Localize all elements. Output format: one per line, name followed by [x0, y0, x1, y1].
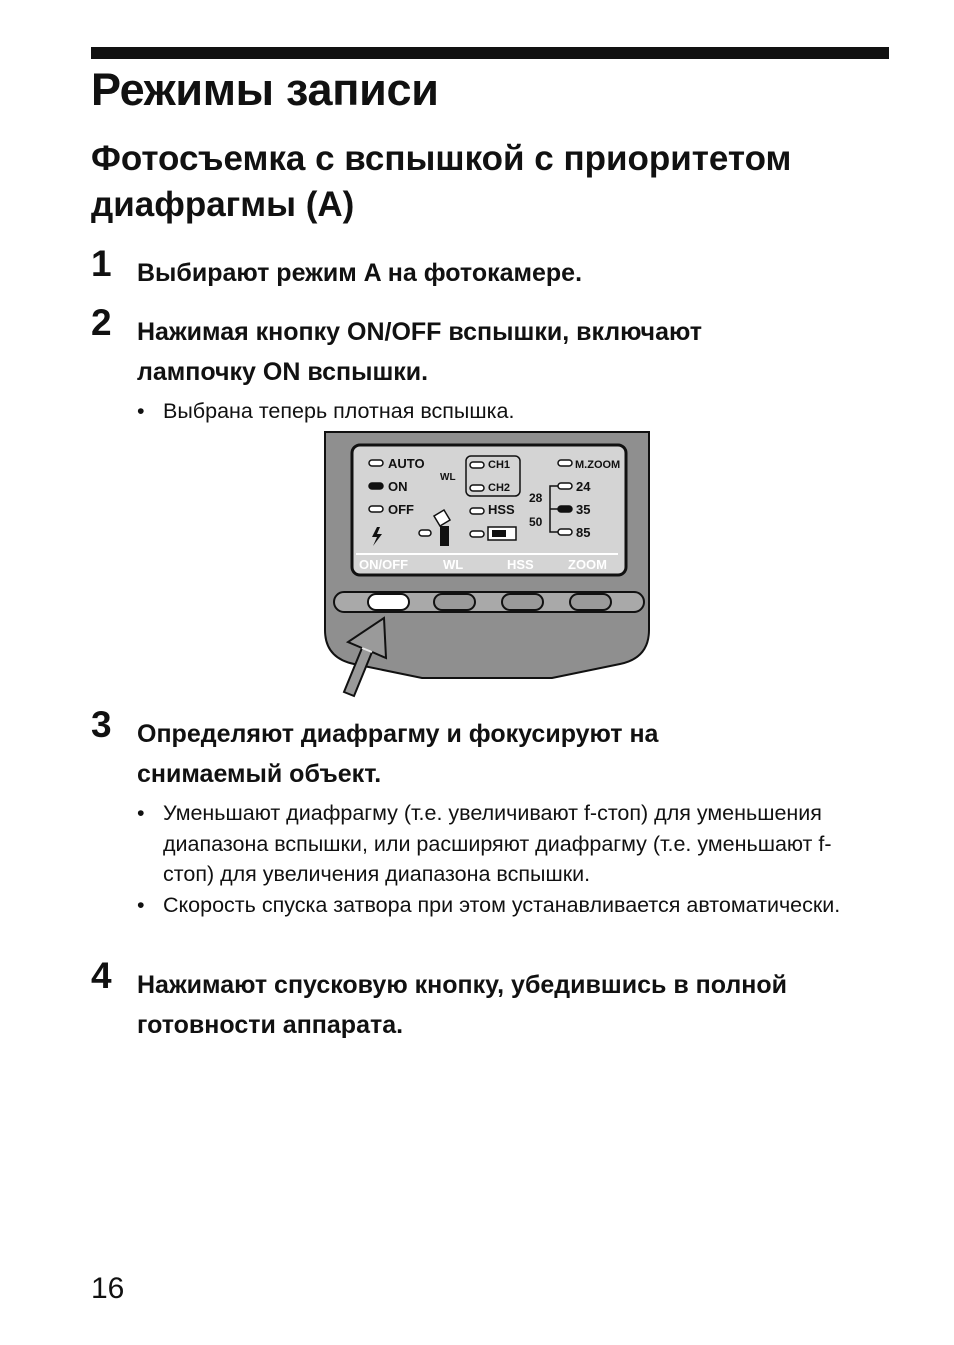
- wl-label: WL: [440, 472, 456, 483]
- button-label: ON/OFF: [359, 557, 409, 572]
- bullet-item: • Скорость спуска затвора при этом устанавливается автоматически.: [137, 890, 871, 921]
- step-2: [91, 302, 871, 427]
- mode-label: AUTO: [388, 456, 425, 471]
- step-number: 2: [91, 302, 112, 343]
- step-text: Нажимают спусковую кнопку, убедившись в полной готовности аппарата.: [137, 971, 787, 1039]
- subsection-title: Фотосъемка с вспышкой с приоритетом диафрагмы (A): [91, 139, 792, 224]
- zoom-label: M.ZOOM: [575, 459, 621, 471]
- button-label: WL: [443, 557, 464, 572]
- zoom-35-led-lit: [558, 506, 572, 512]
- hss-button[interactable]: [502, 594, 543, 610]
- on-off-button[interactable]: [368, 594, 409, 610]
- step-text: Выбирают режим A на фотокамере.: [137, 259, 583, 287]
- zoom-value: 85: [576, 525, 591, 540]
- page-number: 16: [91, 1272, 125, 1305]
- step-number: 4: [91, 955, 112, 996]
- step-4: [91, 955, 871, 1045]
- channel-label: CH2: [488, 482, 511, 494]
- zoom-bracket-label: 50: [529, 515, 543, 529]
- step-text: Определяют диафрагму и фокусируют на снимаемый объект.: [137, 720, 659, 788]
- channel-label: CH1: [488, 459, 511, 471]
- mode-label: ON: [388, 479, 408, 494]
- step-text: Нажимая кнопку ON/OFF вспышки, включают лампочку ON вспышки.: [137, 318, 702, 386]
- flash-panel-svg: [322, 430, 652, 700]
- remote-flash-base: [440, 526, 449, 546]
- on-led-lit: [369, 483, 383, 489]
- button-label: HSS: [507, 557, 534, 572]
- flash-panel-illustration: [322, 430, 652, 700]
- zoom-value: 24: [576, 479, 591, 494]
- button-label: ZOOM: [568, 557, 607, 572]
- step-number: 1: [91, 243, 112, 284]
- hss-label: HSS: [488, 502, 515, 517]
- step-number: 3: [91, 704, 112, 745]
- top-rule: [91, 47, 889, 59]
- zoom-value: 35: [576, 502, 591, 517]
- mode-label: OFF: [388, 502, 414, 517]
- zoom-bracket-label: 28: [529, 491, 543, 505]
- bullet-item: • Уменьшают диафрагму (т.е. увеличивают f-стоп) для уменьшения диапазона вспышки, или расширяют диафрагму (т.е. уменьшают f-стоп) для увеличения диапазона вспышки.: [137, 798, 871, 890]
- section-title: Режимы записи: [91, 64, 439, 115]
- bullet-item: • Выбрана теперь плотная вспышка.: [137, 396, 871, 427]
- step-1: [91, 243, 871, 293]
- step-3: [91, 704, 871, 920]
- wl-button[interactable]: [434, 594, 475, 610]
- zoom-button[interactable]: [570, 594, 611, 610]
